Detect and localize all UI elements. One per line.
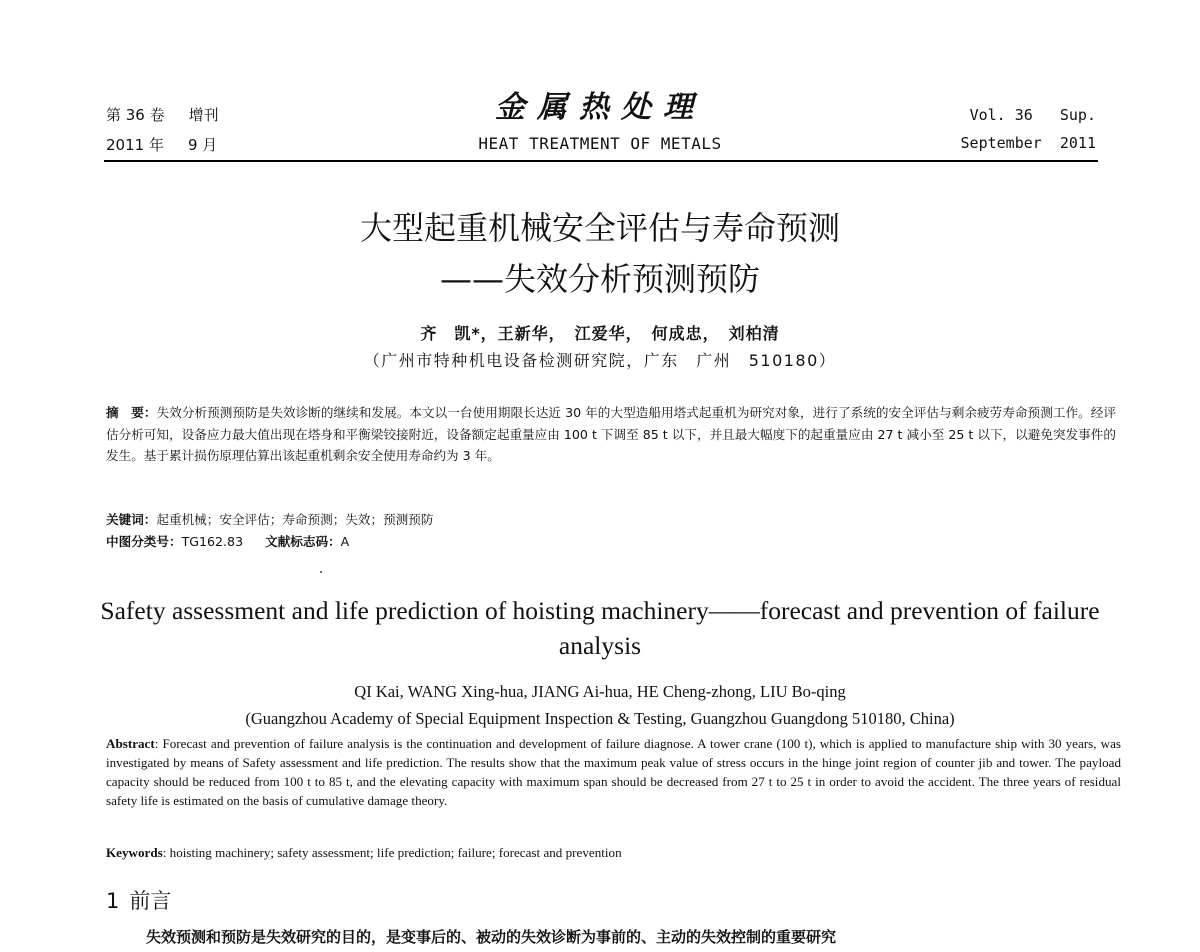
volume-en: Vol. 36 bbox=[969, 106, 1033, 124]
year-en: 2011 bbox=[1059, 134, 1096, 152]
keywords-en bbox=[106, 845, 1121, 861]
issue-cn: 增刊 bbox=[188, 106, 219, 124]
section-title: 前言 bbox=[129, 889, 172, 913]
title-cn-line2: ——失效分析预测预防 bbox=[439, 260, 760, 298]
year-cn: 2011 年 bbox=[106, 136, 164, 154]
classification-cn bbox=[106, 531, 1116, 550]
header-divider bbox=[104, 160, 1098, 162]
journal-date-en bbox=[961, 134, 1096, 152]
month-cn: 9 月 bbox=[187, 136, 218, 154]
abstract-cn-label: 摘 要： bbox=[106, 405, 157, 420]
keywords-cn-label: 关键词： bbox=[106, 512, 157, 527]
stray-dot bbox=[320, 571, 322, 573]
section-body-text: 失效预测和预防是失效研究的目的，是变事后的、被动的失效诊断为事前的、主动的失效控制的重要研究 bbox=[146, 928, 837, 946]
issue-en: Sup. bbox=[1059, 106, 1096, 124]
doc-code-label: 文献标志码： bbox=[265, 534, 341, 549]
keywords-en-label: Keywords bbox=[106, 845, 163, 860]
title-en: Safety assessment and life prediction of hoisting machinery——forecast and prevention of failure analysis bbox=[100, 596, 1100, 660]
journal-volume-issue-en bbox=[970, 106, 1096, 124]
keywords-cn-text: 起重机械；安全评估；寿命预测；失效；预测预防 bbox=[156, 512, 434, 527]
doc-code-value: A bbox=[340, 534, 350, 549]
authors-en: QI Kai, WANG Xing-hua, JIANG Ai-hua, HE Cheng-zhong, LIU Bo-qing bbox=[354, 682, 846, 701]
keywords-cn bbox=[106, 509, 1116, 528]
section-number: 1 bbox=[106, 889, 120, 913]
abstract-en-text: : Forecast and prevention of failure analysis is the continuation and development of failure diagnose. A tower crane (100 t), which is applied to manufacture ship with 30 years, was investigated by means of Safety assessment and life prediction. The results show that the maximum peak value of stress occurs in the hinge joint region of counter jib and tower. The payload capacity should be reduced from 100 t to 85 t, and the elevating capacity with maximum span should be decreased from 27 t to 25 t in order to avoid the accident. The three years of residual safety life is estimated on the basis of cumulative damage theory. bbox=[106, 736, 1121, 808]
abstract-cn-text: 失效分析预测预防是失效诊断的继续和发展。本文以一台使用期限长达近 30 年的大型造船用塔式起重机为研究对象，进行了系统的安全评估与剩余疲劳寿命预测工作。经评估分析可知，设备应力最大值出现在塔身和平衡梁铰接附近，设备额定起重量应由 100 t 下调至 85 t 以下，并且最大幅度下的起重量应由 27 t 减小至 25 t 以下，以避免突发事件的发生。基于累计损伤原理估算出该起重机剩余安全使用寿命约为 3 年。 bbox=[106, 405, 1116, 463]
clc-value: TG162.83 bbox=[181, 534, 244, 549]
journal-logo: 金属热处理 bbox=[495, 90, 705, 125]
affiliation-en: (Guangzhou Academy of Special Equipment Inspection & Testing, Guangzhou Guangdong 510180, China) bbox=[245, 709, 955, 728]
month-en: September bbox=[960, 134, 1042, 152]
affiliation-cn: （广州市特种机电设备检测研究院，广东 广州 510180） bbox=[363, 351, 837, 370]
clc-label: 中图分类号： bbox=[106, 534, 182, 549]
abstract-en bbox=[106, 734, 1121, 810]
section-heading bbox=[106, 885, 171, 915]
abstract-cn bbox=[106, 402, 1116, 467]
abstract-en-label: Abstract bbox=[106, 736, 155, 751]
authors-cn: 齐 凯*，王新华， 江爱华， 何成忠， 刘柏清 bbox=[420, 324, 780, 343]
title-cn-line1: 大型起重机械安全评估与寿命预测 bbox=[359, 209, 840, 247]
volume-cn: 第 36 卷 bbox=[106, 106, 165, 124]
keywords-en-text: : hoisting machinery; safety assessment; life prediction; failure; forecast and prevention bbox=[162, 845, 622, 860]
journal-name-en: HEAT TREATMENT OF METALS bbox=[478, 134, 722, 153]
